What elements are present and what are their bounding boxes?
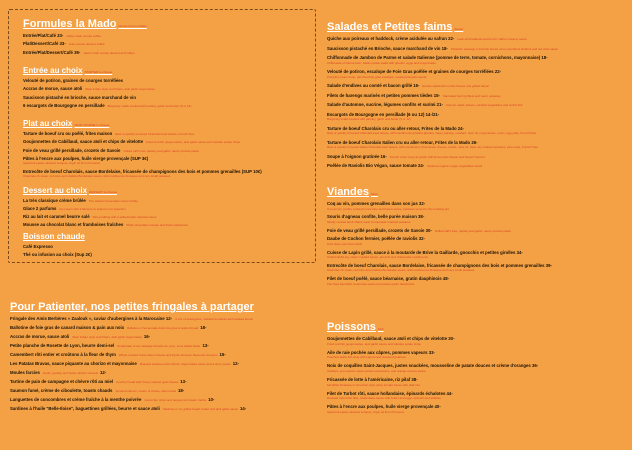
menu-item [10,406,254,411]
menu-item [23,86,191,91]
menu-item-translation: Ballotine of homemade duck foie gras & walnut bread [127,326,199,330]
menu-item [327,93,558,98]
menu-item-name: 6 escargots de Bourgogne en persillade [23,102,105,108]
menu-item-name: Petite planche de Rosette de Lyon, beurre demi-sel [10,343,115,348]
menu-item [327,140,558,150]
section-plat [23,119,262,181]
menu-item-translation: Cucumber strips and peppermint cream frache [144,398,207,402]
menu-item-translation: Monkfish fricassee in American style spicy tomato sauce with pilaf rice [327,382,421,387]
menu-item-name: Goujonnettes de Cabillaud, sauce aïoli et chips de vitelotte 30- [327,336,455,341]
menu-item [23,148,262,153]
menu-item-price: 10- [208,397,215,402]
menu-item [23,169,262,179]
menu-item [10,397,254,402]
menu-item [327,163,558,168]
menu-item [327,214,552,224]
menu-item-name: Filet de Turbot rôti, sauce hollandaise, épinards échalotes 44- [327,390,453,396]
menu-item-name: Saumon fumé, crème de ciboulette, toasts chauds [10,388,113,393]
section-entree [23,66,191,111]
menu-item [327,126,558,136]
menu-item-translation: Whole roasted Camembert cheese and thyme blossom flavoured croutons [118,353,218,357]
menu-item-translation: Fried cod fish goujonnettes, aioli garlic sauce and vitelotte potato chips [327,341,421,346]
menu-item [327,363,538,373]
section-salades [327,21,558,173]
menu-item-name: Languettes de concombres et crème fraîche à la menthe poivrée [10,397,142,402]
menu-item [327,201,552,211]
menu-item [23,206,188,211]
menu-item [327,377,538,387]
menu-item [10,361,254,366]
menu-item-name: Tartine de pain de campagne et chèvre rôti au miel [10,379,114,384]
section-title [23,186,188,195]
menu-item [10,352,254,357]
menu-item-name: Soupe à l'oignon gratinée 16- [327,153,387,159]
menu-item-name: Quiche aux poireaux et haddock, crème acidulée au safran 22- [327,36,455,41]
menu-item-translation: Burgundy snails cooked with parsley, garlic and butter (6 or 12) [327,117,411,121]
menu-item [10,379,254,384]
menu-item-name: Moules farcies [10,370,40,375]
menu-item [327,154,558,159]
menu-item-translation: Marinated herring fillets and warm potatoes [442,93,501,98]
menu-item [23,33,147,38]
section-title [327,21,558,33]
section-title [327,321,538,333]
section-title-text: Entrée au choix [23,66,83,75]
menu-item-translation: Ice cream with 2 flavours to select in our selection [59,207,126,211]
menu-item [327,69,558,79]
menu-item-name: Accras de morue, sauce aïoli [10,334,70,339]
menu-item [23,95,191,100]
menu-item-translation: Pan fried beef fillet, bearnaise sauce and potato gratin dauphinois [327,281,415,286]
menu-item-price: 12- [100,370,107,375]
menu-item-price: 18- [177,388,185,393]
menu-item-name: Fringale des Amis Berbères « Zaalouk », caviar d'aubergines à la Marocaine 12- [10,316,173,321]
section-title-translation: MAIN COURSE to choose [74,123,110,127]
menu-item-translation: Smoked salmon, cream of chives, warm toast [115,389,176,393]
section-dessert [23,186,188,230]
menu-item-name: La très classique crème brûlée [23,198,86,203]
menu-item [327,102,558,107]
menu-item [23,214,188,219]
menu-item-translation: Sauteed organic vegan vegetables ravioli [427,164,483,168]
menu-item-translation: Squid ink pasta, sauteed octopus, virgin oil from Provence [23,161,101,166]
section-boisson [23,232,92,260]
menu-item-name: Riz au lait et caramel beurre salé [23,214,90,219]
menu-item-translation: Roasted turbot fish fillet, hollandaise sauce with butter and eggs, spinach and shallots [327,396,441,401]
menu-item-translation: Grilled rabbit leg, violet mustard sauce, gnocchi and chanterelle mushrooms [327,255,428,260]
section-title-text: Salades et Petites faims [327,21,453,33]
menu-item [327,228,552,233]
menu-item-translation: Raw or quickly browned Italian Charolais beef tartare, with condiments (Parmesan cheese, rocket, olive oil, basil, dry cooked tomatoes, pine nuts), French fries [327,145,538,149]
menu-item-translation: White chocolate mousse and fresh raspberries [126,223,189,227]
menu-item-translation: Endive salad with comté cheese and grilled bacon [422,84,490,88]
menu-item-translation: Roasted potatoes with chorizo mayonnaise sauce and a spicy sauce [139,362,231,366]
section-title [327,186,552,198]
section-poissons [327,321,538,418]
menu-item [327,263,552,273]
menu-item-name: Noix de coquilles Saint-Jacques, justes snackées, mousseline de patate douces et crème d'oranges 36- [327,363,539,369]
menu-item-name: Entrée/Plat/Dessert/Café 39- [23,49,81,55]
section-title-text: Boisson chaude [23,232,85,241]
menu-item [23,198,188,203]
menu-item-translation: Autumn salad, lettuce, candied vegetables and surimi fish [445,103,523,107]
menu-item-name: Tartare de boeuf cru ou poêlé, frites maison [23,131,113,136]
menu-item-name: Thé ou infusion au choix (Sup 2€) [23,252,92,257]
menu-item-translation: West Indian style cod fritters, aioli garlic mayonnaise [72,335,142,339]
section-title-text: Formules la Mado [23,18,117,30]
menu-item [327,404,538,414]
menu-item-name: Daube de Cochon fermier, poêlée de raviolis 32- [327,236,425,242]
section-formules [23,18,147,58]
section-title-translation: STARTER to choose [84,70,113,74]
section-title-text: Dessert au choix [23,186,88,195]
menu-item [10,370,254,375]
menu-item [327,112,558,122]
menu-item-name: Entrecôte de boeuf Charolais, sauce Bordelaise, fricassée de champignons des bois et pommes grenailles 39- [327,262,552,268]
menu-item-translation: starter main course dessert and coffee [83,50,135,55]
menu-item-name: Entrecôte de boeuf Charolais, sauce Bordelaise, fricassée de champignons des bois et pommes grenailles (SUP 10€) [23,168,262,174]
menu-item [327,55,558,65]
menu-item [10,388,254,393]
menu-item-name: Escargots de Bourgogne en persillade (6 ou 12) 14-/21- [327,111,440,117]
menu-item-name: Salade d'automne, sucrine, légumes confits et surimi 21- [327,102,443,107]
menu-item-translation: Country bread with honey roasted goat cheese [116,380,179,384]
menu-item-translation: West Indian style cod fritters, aioli garlic mayonnaise [85,87,155,92]
menu-item-name: Filets de harengs marinés et petites pommes tièdes 15- [327,92,440,98]
menu-item [327,250,552,260]
menu-item [10,316,254,321]
menu-item-name: Velouté de potiron, graines de courges torréfiées [23,78,124,83]
menu-item-translation: Grilled calf's liver parsley and garlic, savoy crozets pasta [123,148,199,153]
menu-item [23,139,262,144]
menu-item-translation: Squid ink pasta, sauteed octopus, virgin oil from Provence [327,409,405,414]
menu-item-name: Coq au vin, pommes grenailles dans son jus 32- [327,201,426,206]
menu-item [327,276,552,286]
menu-item-name: Filet de boeuf poêlé, sauce béarnaise, gratin dauphinois 48- [327,276,450,282]
menu-item-name: Plat/Dessert/Café 33- [23,41,66,47]
menu-item-name: Goujonnettes de Cabillaud, sauce aïoli et chips de vitelotte [23,139,144,145]
section-title-translation: Meat [371,192,378,196]
menu-item-name: Foie de veau grillé persillade, crozets de Savoie 30- [327,227,432,233]
section-title-text: Viandes [327,186,369,198]
section-title-translation: Menus from La Mado [118,24,147,28]
menu-item [23,156,262,166]
menu-item-translation: Scallops, just seared, sweet potato mousseline, and orange creamy sauce [327,368,426,373]
menu-item-name: Velouté de potiron, escalope de Foie Gras poêlée et graines de courges torréfiées 22- [327,69,502,74]
menu-item-price: 14- [240,406,247,411]
menu-item-name: Tartare de boeuf Charolais cru ou aller-retour, Frites de la Mado 24- [327,125,464,131]
section-title-text: Pour Patienter, nos petites fringales à partager [10,301,254,313]
menu-item-translation: Garlic, parsley and butter stuffed mussels [42,371,98,375]
menu-item [327,36,558,41]
menu-item [23,222,188,227]
menu-item-translation: Chiffonade of Parma ham, Italian potato salad with gherkin, eggs and mayonnaise [327,60,436,65]
section-title-translation: Starter [454,27,464,31]
menu-item [23,244,92,249]
menu-item-name: Foie de veau grillé persillade, crozets de Savoie [23,147,121,153]
section-title-translation: DESSERT to choose [89,190,117,194]
menu-item-translation: Grilled calf's liver, parsley and garlic, savoy crozets pasta [434,228,511,233]
section-patienter [10,301,254,415]
menu-item [23,41,147,46]
section-title-text: Poissons [327,321,376,333]
menu-item-translation: main course dessert coffee [68,42,105,47]
menu-item-name: Tartare de boeuf Charolais Italien cru ou aller-retour, Frites de la Mado 26- [327,139,478,145]
menu-item-name: Mousse au chocolat blanc et framboises fraîches [23,222,124,227]
menu-item-translation: Charolais rib steak, red wine and shallots Bordelaise sauce, wild mushrooms fricassee and very small potatoes [327,268,475,273]
menu-item-price: 15- [219,352,226,357]
menu-item-translation: The classic homemade crème brûlée [88,199,139,203]
menu-item [10,334,254,339]
menu-item-translation: Coq au vin, poultry cooked in red wine and bacon sauce, potatoes served in the cooking pot [327,206,449,211]
menu-item-translation: Charolais rib steak, red wine and shallots Bordelaise sauce, wild mushrooms fricassee and very small potatoes [23,174,171,179]
menu-item-name: Camembert rôti entier et croûtons à la fleur de thym [10,352,116,357]
menu-item [10,343,254,348]
menu-item-translation: Rice pudding with a salted butter caramel sauce [92,215,157,219]
section-viandes [327,186,552,290]
menu-item-translation: starter main course coffee [66,34,101,38]
menu-item [23,103,191,108]
menu-item-translation: A mix of aubergines, mashed tomatoes and candied lemon [175,317,254,321]
section-title [23,66,191,75]
menu-item [10,325,254,330]
menu-item-translation: Fried cod fish goujonnettes, aioli garlic sauce and vitelotte potato chips [146,140,240,145]
menu-item-translation: Burgundy snails cooked with parsley, garlic and butter (6 or 12) [107,103,192,108]
menu-item-name: Pâtes à l'encre aux poulpes, huile vierge provençale 40- [327,404,441,410]
menu-item-translation: Raw or quickly browned Charolais beef tartare, French fries [115,132,195,136]
menu-item-name: Fricassée de lotte à l'américaine, riz pilaf 38- [327,377,418,383]
menu-item-translation: Poached skate fish wing with capers and steamed potatoes [327,355,406,360]
menu-item-price: 13- [180,379,187,384]
menu-item [327,336,538,346]
menu-item-translation: Leek and haddock quiche tart, saffron creamy sauce [457,37,527,41]
menu-item-translation: French onion soup au gratin with Emmental cheese and bread croutons [389,154,485,159]
section-title [23,232,92,241]
menu-item-name: Saucisson pistaché en brioche, sauce marchand de vin [23,94,136,100]
menu-item-name: Sardines à l'huile "Belle-Iloise", baguettines grillées, beurre et sauce aïoli [10,406,160,411]
menu-item-name: Chiffonnade de Jambon de Parme et salade Italienne (pomme de terre, tomate, cornichons, mayonnaise) 18- [327,55,548,60]
menu-item [23,252,92,257]
menu-item [327,46,558,51]
menu-item-price: 18- [200,325,207,330]
menu-item-price: 13- [202,343,209,348]
menu-item [327,83,558,88]
section-title-translation: Fish [377,327,384,331]
menu-item-translation: Pork stew, pan fried ravioli [327,241,363,246]
menu-item-translation: Sardines in oil, grilled bread, butter and aioli garlic sauce [162,407,239,411]
menu-item-name: Souris d'agneau confite, belle purée maison 38- [327,214,425,220]
section-title-text: Plat au choix [23,119,73,128]
menu-item-translation: Small plate of dry sausage Rosette de Lyon, semi salted butter [117,344,201,348]
menu-item-name: Café Expresso [23,244,53,249]
section-title [23,119,262,128]
menu-item-translation: Raw or quickly browned Charolais beef tartare, with condiments (pickled gherkin, caper, parsley, mustard, olive oil, mayonnaise, onion, egg yolk), French fries [327,131,537,135]
menu-item [23,50,147,55]
menu-item-name: Pâtes à l'encre aux poulpes, huile vierge provençale (SUP 3€) [23,155,149,161]
menu-item-name: Cuisse de Lapin grillé, sauce à la moutarde de Brive la Gaillarde, gnocchis et petites girolles 34- [327,249,523,255]
menu-item-translation: Pistachio sausage in brioche bread, wine merchants shallots and red wine sauce [450,46,559,51]
menu-item [327,350,538,360]
menu-item [327,391,538,401]
menu-item-name: Saucisson pistaché en Brioche, sauce marchand de vin 18- [327,45,448,51]
menu-item-name: Aile de raie pochée aux câpres, pommes vapeurs 33- [327,349,435,355]
menu-item-name: Entrée/Plat/Café 33- [23,33,64,38]
menu-item-name: Accras de morue, sauce aïoli [23,86,83,92]
menu-item-price: 12- [232,361,239,366]
menu-item-translation: Slowly cooked lamb shank meat, homemade mashed potatoes [327,219,411,224]
menu-item-name: Poêlée de Raviolis Bio Végan, sauce tomate 24- [327,163,425,168]
menu-item-translation: Pumpkin cream soup, pan fried foie gras escalope, roasted pumpkin seeds [327,74,427,79]
menu-item [23,131,262,136]
menu-item-name: Les Patatas Bravas, sauce piquante au chorizo et mayonnaise [10,361,137,366]
menu-item-name: Salade d'endives au comté et bacon grillé 16- [327,83,420,88]
menu-item [23,78,191,83]
menu-item-name: Ballotine de foie gras de canard maison & pain aux noix [10,325,125,330]
menu-item [327,236,552,246]
section-title [10,301,254,313]
menu-item-name: Glace 2 parfums [23,206,57,211]
section-title [23,18,147,30]
menu-item-price: 16- [143,334,151,339]
